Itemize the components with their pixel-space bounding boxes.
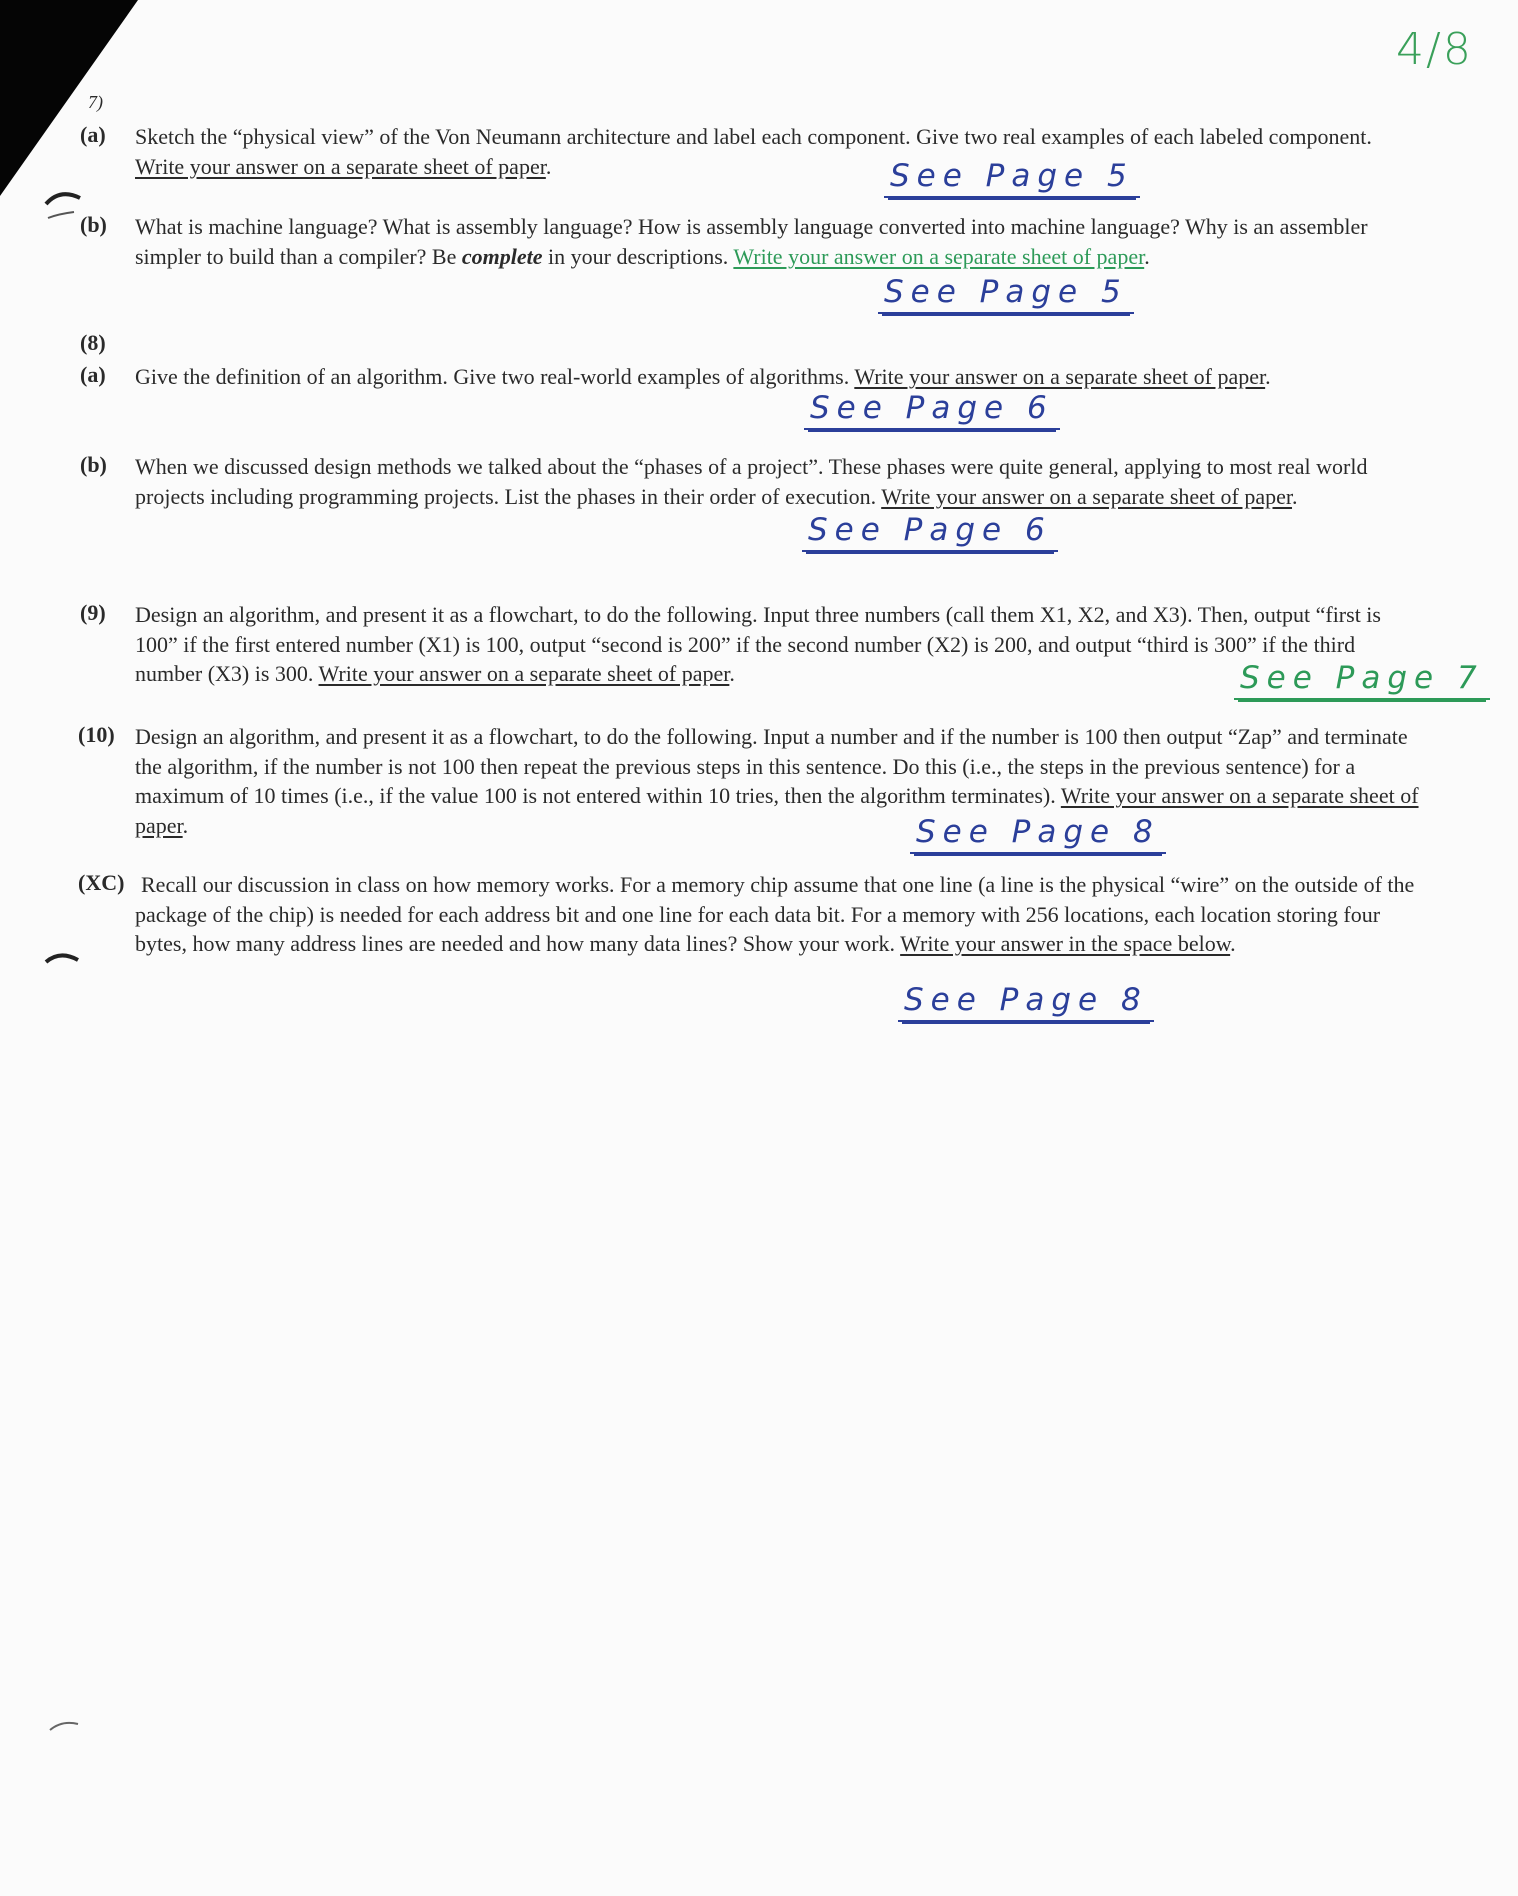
question-7b-emphasis: complete [461, 243, 543, 269]
question-7b-body: What is machine language? What is assembly language? How is assembly language converted into machine language? Why is an assembler simpler to build than a compiler? Be [135, 214, 1368, 269]
question-7a-text [135, 122, 1375, 181]
answer-10-see-page: See Page 8 [910, 814, 1166, 854]
question-8a-instruction: Write your answer on a separate sheet of paper [854, 364, 1266, 389]
question-7b-instruction: Write your answer on a separate sheet of paper [733, 243, 1145, 269]
question-10-label: (10) [78, 722, 115, 747]
question-10-end: . [182, 812, 189, 838]
question-8a-text [135, 362, 1425, 392]
answer-8a-see-page: See Page 6 [804, 390, 1060, 430]
answer-9-see-page: See Page 7 [1234, 660, 1490, 700]
question-10-text [135, 722, 1425, 840]
question-8-label: (8) [80, 330, 106, 355]
question-10-body: Design an algorithm, and present it as a flowchart, to do the following. Input a number and if the number is 100 then output “Zap” and terminate the algorithm, if the number is not 100 then repeat the previous steps in this sentence. Do this (i.e., the steps in the previous sentence) for a maximum of 10 times (i.e., if the value 100 is not entered within 10 tries, then the algorithm terminates). [135, 724, 1408, 808]
question-10-instruction: Write your answer on a separate sheet of paper [135, 783, 1419, 838]
question-7b-body-2: in your descriptions. [542, 243, 734, 269]
punch-mark-1 [44, 184, 84, 220]
question-xc-label: (XC) [78, 870, 125, 895]
answer-xc-see-page: See Page 8 [898, 982, 1154, 1022]
question-7a-label: (a) [80, 122, 106, 147]
question-8a-label: (a) [80, 362, 106, 387]
question-7b-end: . [1144, 243, 1150, 269]
punch-mark-3 [48, 1718, 80, 1734]
question-xc-end: . [1230, 931, 1236, 956]
question-7a-body: Sketch the “physical view” of the Von Neumann architecture and label each component. Give two real examples of each labeled component. [135, 124, 1372, 149]
answer-7a-see-page: See Page 5 [884, 158, 1140, 198]
question-xc-body: Recall our discussion in class on how memory works. For a memory chip assume that one line (a line is the physical “wire” on the outside of the package of the chip) is needed for each address bit and one line for each data bit. For a memory with 256 locations, each location storing four bytes, how many address lines are needed and how many data lines? Show your work. [135, 872, 1415, 956]
question-xc-instruction: Write your answer in the space below [900, 931, 1231, 956]
question-9-end: . [729, 661, 735, 686]
question-8b-instruction: Write your answer on a separate sheet of paper [881, 483, 1293, 509]
question-7-label: 7) [88, 92, 103, 112]
question-9-label: (9) [80, 600, 106, 625]
question-8a-body: Give the definition of an algorithm. Give two real-world examples of algorithms. [135, 364, 855, 389]
punch-mark-2 [44, 948, 82, 968]
question-8b-label: (b) [80, 452, 107, 477]
question-8b-body: When we discussed design methods we talked about the “phases of a project”. These phases were quite general, applying to most real world projects including programming projects. List the phases in their order of execution. [135, 454, 1368, 509]
question-8b-text [135, 452, 1425, 511]
answer-8b-see-page: See Page 6 [802, 512, 1058, 552]
question-7b-label: (b) [80, 212, 107, 237]
question-xc-text [135, 870, 1425, 959]
scan-corner-shadow [0, 0, 140, 200]
question-8a-end: . [1265, 364, 1271, 389]
question-8b-end: . [1292, 483, 1298, 509]
question-9-text [135, 600, 1425, 689]
question-7b-text [135, 212, 1425, 271]
question-7a-instruction: Write your answer on a separate sheet of paper [135, 153, 546, 179]
question-7a-end: . [545, 153, 552, 179]
question-9-instruction: Write your answer on a separate sheet of paper [318, 661, 730, 686]
question-9-body: Design an algorithm, and present it as a flowchart, to do the following. Input three numbers (call them X1, X2, and X3). Then, output “first is 100” if the first entered number (X1) is 100, output “second is 200” if the second number (X2) is 200, and output “third is 300” if the third number (X3) is 300. [135, 602, 1381, 686]
answer-7b-see-page: See Page 5 [878, 274, 1134, 314]
handwritten-page-number: 4/8 [1396, 24, 1473, 75]
